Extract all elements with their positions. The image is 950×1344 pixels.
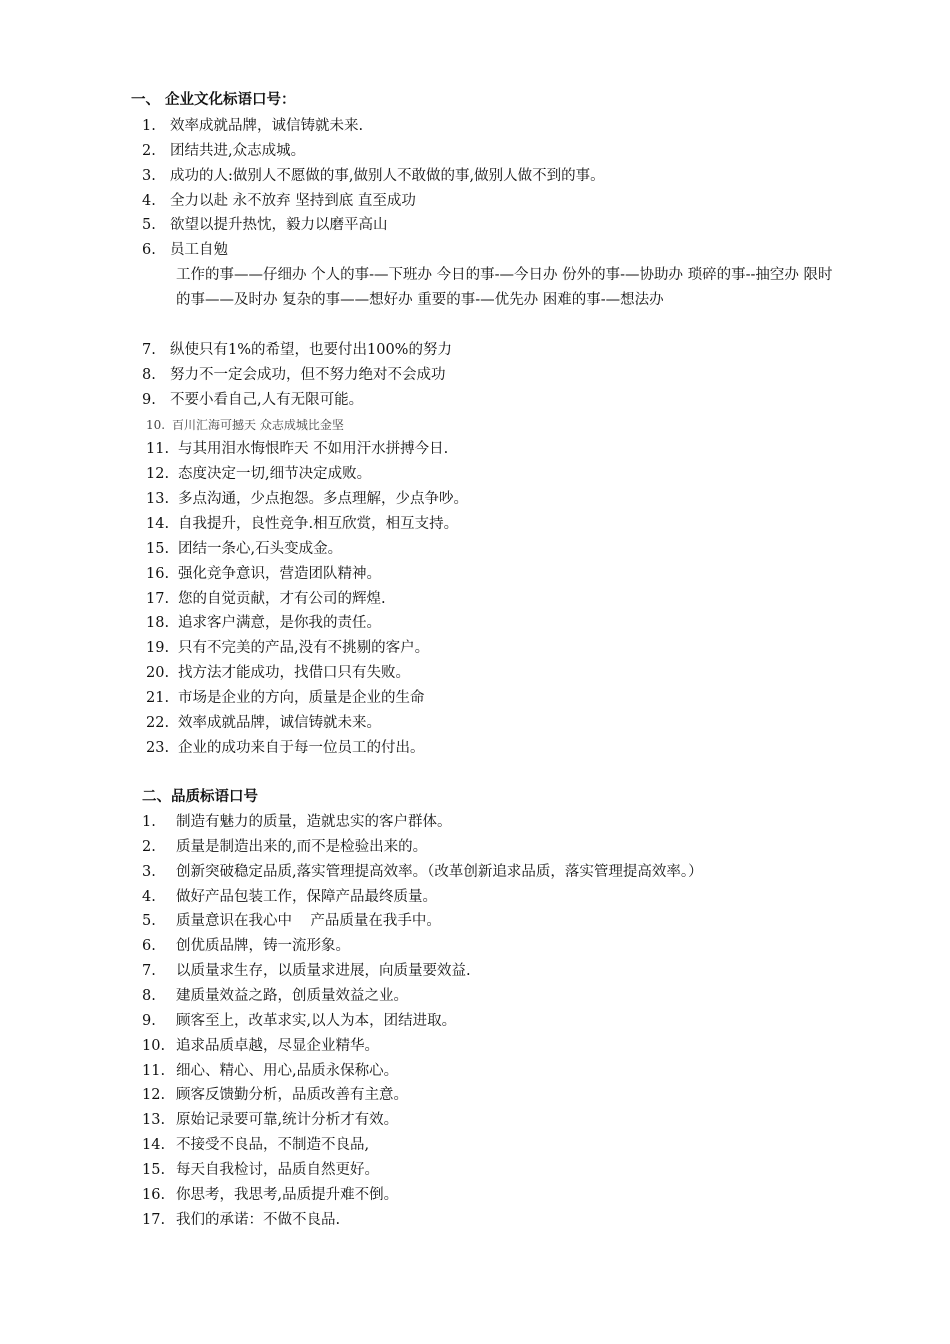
item-text: 多点沟通，少点抱怨。多点理解，少点争吵。 — [178, 491, 468, 507]
item-text: 每天自我检讨，品质自然更好。 — [176, 1162, 379, 1178]
item-number: 12. — [142, 1087, 166, 1103]
item-number: 4. — [142, 889, 156, 905]
item-text: 追求客户满意，是你我的责任。 — [178, 615, 381, 631]
item-number: 22. — [146, 715, 170, 731]
item-number: 10. — [142, 1038, 166, 1054]
item-number: 9. — [142, 1013, 156, 1029]
item-text: 质量是制造出来的,而不是检验出来的。 — [176, 839, 428, 855]
item-number: 5. — [142, 913, 156, 929]
section-2-heading: 二、品质标语口号 — [142, 788, 258, 805]
item-number: 1. — [142, 118, 156, 134]
item-text: 努力不一定会成功，但不努力绝对不会成功 — [170, 367, 446, 383]
item-number: 16. — [142, 1187, 166, 1203]
item-number: 17. — [142, 1212, 166, 1228]
item-text: 找方法才能成功，找借口只有失败。 — [178, 665, 410, 681]
item-text: 我们的承诺：不做不良品. — [176, 1212, 341, 1228]
item-text: 团结共进,众志成城。 — [170, 143, 306, 159]
item-number: 4. — [142, 193, 156, 209]
item-number: 23. — [146, 740, 170, 756]
item-number: 3. — [142, 864, 156, 880]
item-number: 14. — [142, 1137, 166, 1153]
item-text: 纵使只有1%的希望，也要付出100%的努力 — [170, 342, 452, 358]
item-number: 9. — [142, 392, 156, 408]
item-number: 6. — [142, 938, 156, 954]
item-text: 百川汇海可撼天 众志成城比金坚 — [172, 418, 344, 432]
item-number: 7. — [142, 342, 156, 358]
item-number: 11. — [146, 441, 170, 457]
item-text: 市场是企业的方向，质量是企业的生命 — [178, 690, 425, 706]
item-text: 顾客反馈勤分析，品质改善有主意。 — [176, 1087, 408, 1103]
item-text: 企业的成功来自于每一位员工的付出。 — [178, 740, 425, 756]
item-text: 追求品质卓越，尽显企业精华。 — [176, 1038, 379, 1054]
item-text: 质量意识在我心中 产品质量在我手中。 — [176, 913, 441, 929]
item-text: 效率成就品牌，诚信铸就未来。 — [178, 715, 381, 731]
item-text: 效率成就品牌，诚信铸就未来. — [170, 118, 364, 134]
item-text: 您的自觉贡献，才有公司的辉煌. — [178, 591, 386, 607]
self-encouragement-paragraph: 工作的事——仔细办 个人的事-—下班办 今日的事-—今日办 份外的事-—协助办 琐碎的事--抽空办 限时的事——及时办 复杂的事——想好办 重要的事-—优先办 困难的事-—想法办 — [176, 267, 833, 308]
item-text: 态度决定一切,细节决定成败。 — [178, 466, 372, 482]
item-text: 制造有魅力的质量，造就忠实的客户群体。 — [176, 814, 452, 830]
item-number: 20. — [146, 665, 170, 681]
item-number: 5. — [142, 217, 156, 233]
item-number: 13. — [142, 1112, 166, 1128]
item-number: 8. — [142, 988, 156, 1004]
item-number: 19. — [146, 640, 170, 656]
item-text: 顾客至上，改革求实,以人为本，团结进取。 — [176, 1013, 457, 1029]
item-number: 7. — [142, 963, 156, 979]
item-number: 17. — [146, 591, 170, 607]
item-text: 细心、精心、用心,品质永保称心。 — [176, 1063, 399, 1079]
item-text: 与其用泪水悔恨昨天 不如用汗水拼搏今日. — [178, 441, 449, 457]
item-number: 15. — [146, 541, 170, 557]
item-number: 18. — [146, 615, 170, 631]
item-number: 2. — [142, 839, 156, 855]
item-text: 以质量求生存，以质量求进展，向质量要效益. — [176, 963, 471, 979]
item-text: 只有不完美的产品,没有不挑剔的客户。 — [178, 640, 430, 656]
item-number: 10. — [146, 418, 166, 432]
item-number: 16. — [146, 566, 170, 582]
item-text: 不要小看自己,人有无限可能。 — [170, 392, 364, 408]
item-text: 强化竞争意识，营造团队精神。 — [178, 566, 381, 582]
item-text: 欲望以提升热忱，毅力以磨平高山 — [170, 217, 388, 233]
item-text: 全力以赴 永不放弃 坚持到底 直至成功 — [170, 193, 416, 209]
item-number: 13. — [146, 491, 170, 507]
item-number: 14. — [146, 516, 170, 532]
item-number: 8. — [142, 367, 156, 383]
item-number: 21. — [146, 690, 170, 706]
item-number: 15. — [142, 1162, 166, 1178]
item-number: 11. — [142, 1063, 166, 1079]
item-text: 原始记录要可靠,统计分析才有效。 — [176, 1112, 399, 1128]
item-number: 1. — [142, 814, 156, 830]
item-text: 自我提升，良性竞争.相互欣赏，相互支持。 — [178, 516, 459, 532]
item-number: 6. — [142, 242, 156, 258]
item-number: 3. — [142, 168, 156, 184]
item-text: 不接受不良品，不制造不良品, — [176, 1137, 370, 1153]
item-text: 团结一条心,石头变成金。 — [178, 541, 343, 557]
item-text: 你思考，我思考,品质提升难不倒。 — [176, 1187, 399, 1203]
item-text: 做好产品包装工作，保障产品最终质量。 — [176, 889, 437, 905]
item-text: 创优质品牌，铸一流形象。 — [176, 938, 350, 954]
item-number: 2. — [142, 143, 156, 159]
item-text: 成功的人:做别人不愿做的事,做别人不敢做的事,做别人做不到的事。 — [170, 168, 605, 184]
section-1-heading: 一、 企业文化标语口号： — [131, 91, 296, 108]
item-text: 创新突破稳定品质,落实管理提高效率。（改革创新追求品质，落实管理提高效率。） — [176, 864, 703, 880]
item-text: 建质量效益之路，创质量效益之业。 — [176, 988, 408, 1004]
item-text: 员工自勉 — [170, 242, 228, 258]
item-number: 12. — [146, 466, 170, 482]
